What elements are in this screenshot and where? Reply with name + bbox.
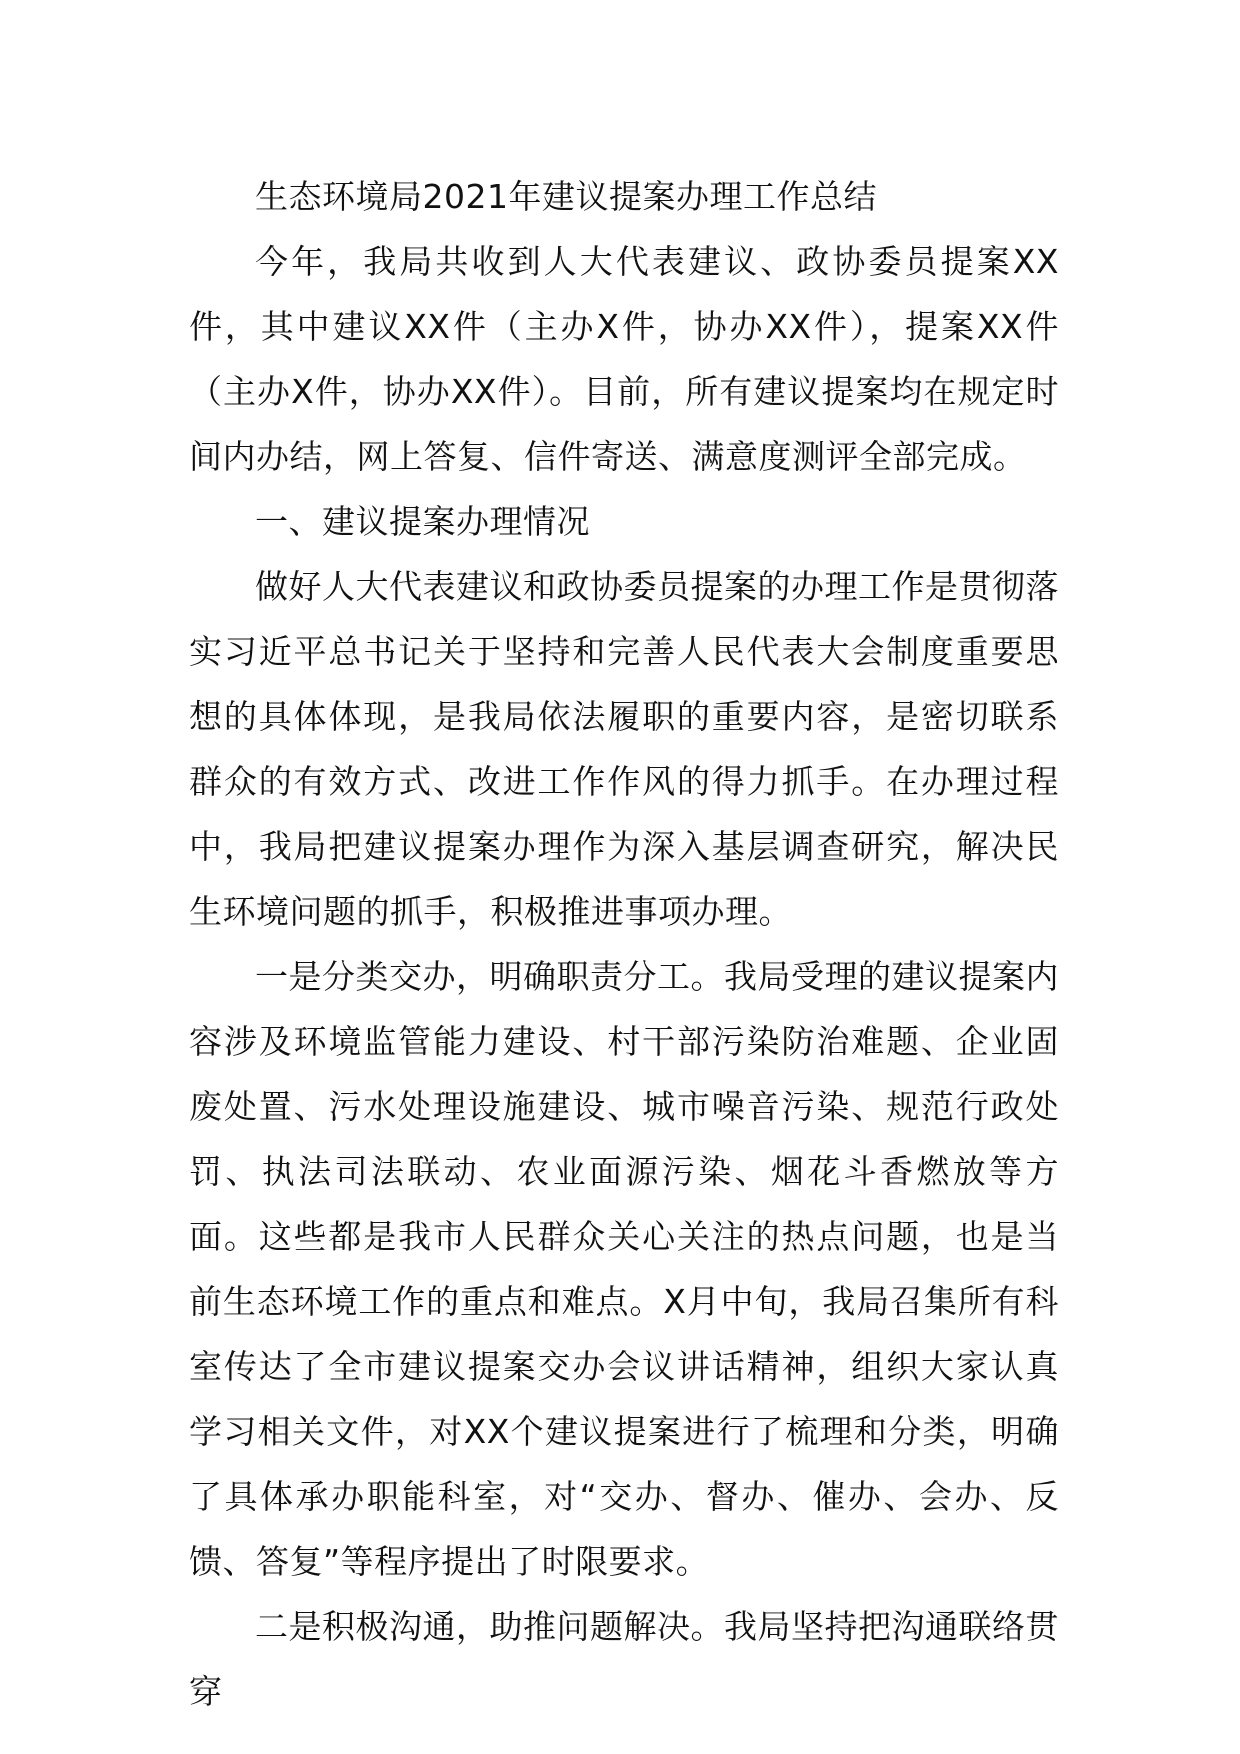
paragraph-communication: 二是积极沟通，助推问题解决。我局坚持把沟通联络贯穿 [189,1607,1059,1711]
paragraph-classification: 一是分类交办，明确职责分工。我局受理的建议提案内容涉及环境监管能力建设、村干部污染防治难题、企业固废处置、污水处理设施建设、城市噪音污染、规范行政处罚、执法司法联动、农业面源污染、烟花斗香燃放等方面。这些都是我市人民群众关心关注的热点问题，也是当前生态环境工作的重点和难点。X月中旬，我局召集所有科室传达了全市建议提案交办会议讲话精神，组织大家认真学习相关文件，对XX个建议提案进行了梳理和分类，明确了具体承办职能科室，对“交办、督办、催办、会办、反馈、答复”等程序提出了时限要求。 [189,957,1059,1581]
document-title: 生态环境局2021年建议提案办理工作总结 [255,177,877,216]
section-heading-1: 一、建议提案办理情况 [255,502,590,541]
document-body [189,164,1059,1724]
paragraph-summary: 今年，我局共收到人大代表建议、政协委员提案XX件，其中建议XX件（主办X件，协办XX件），提案XX件（主办X件，协办XX件）。目前，所有建议提案均在规定时间内办结，网上答复、信件寄送、满意度测评全部完成。 [189,242,1059,476]
paragraph-importance: 做好人大代表建议和政协委员提案的办理工作是贯彻落实习近平总书记关于坚持和完善人民代表大会制度重要思想的具体体现，是我局依法履职的重要内容，是密切联系群众的有效方式、改进工作作风的得力抓手。在办理过程中，我局把建议提案办理作为深入基层调查研究，解决民生环境问题的抓手，积极推进事项办理。 [189,567,1059,931]
